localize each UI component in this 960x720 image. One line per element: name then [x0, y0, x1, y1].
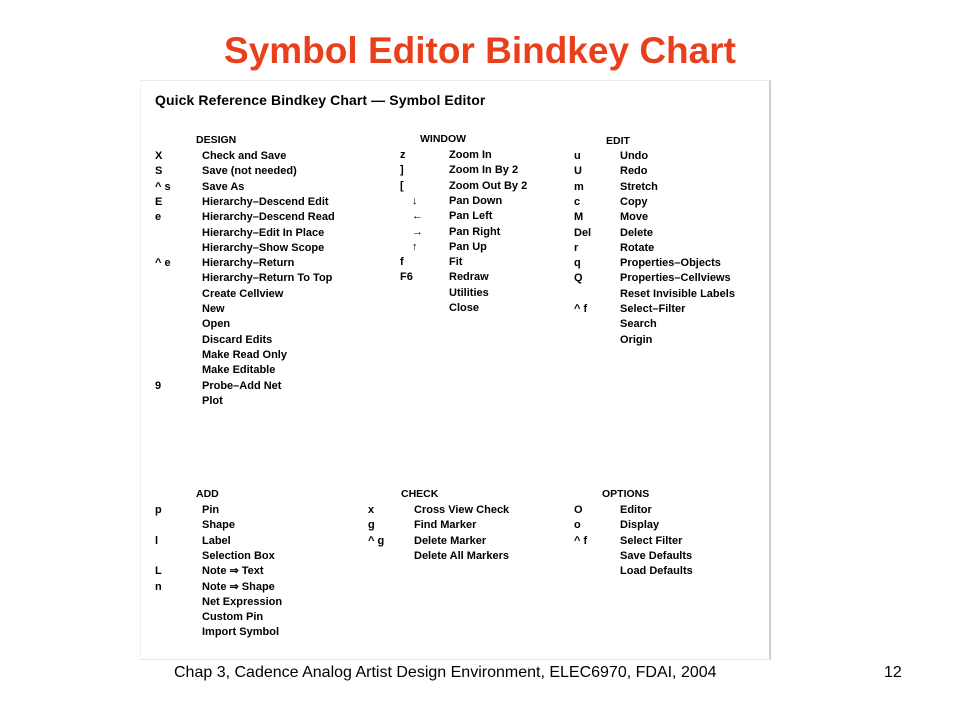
bindkey-row [155, 610, 355, 625]
bindkey-key: e [155, 211, 162, 224]
bindkey-key: F6 [400, 271, 413, 284]
bindkey-command: Display [620, 519, 660, 532]
bindkey-command: Redo [620, 165, 648, 178]
bindkey-row [400, 286, 600, 301]
bindkey-key: z [400, 149, 406, 161]
section-heading-edit: EDIT [606, 135, 630, 147]
bindkey-command: Stretch [620, 180, 658, 193]
bindkey-key: E [155, 195, 163, 208]
bindkey-row [155, 226, 355, 241]
bindkey-command: Properties–Objects [620, 257, 721, 270]
bindkey-key: [ [400, 179, 404, 192]
bindkey-command: Fit [449, 256, 463, 269]
bindkey-row [155, 317, 355, 332]
bindkey-key: 9 [155, 379, 162, 392]
bindkey-row [574, 241, 774, 256]
section-heading-add: ADD [196, 488, 219, 500]
chart-title: Quick Reference Bindkey Chart — Symbol Editor [155, 92, 486, 108]
bindkey-row [400, 270, 600, 285]
bindkey-row [155, 534, 355, 549]
bindkey-command: Delete All Markers [414, 549, 509, 562]
bindkey-command: Move [620, 211, 649, 224]
bindkey-command: Note ⇒ Shape [202, 580, 275, 593]
bindkey-command: Zoom Out By 2 [449, 179, 528, 192]
bindkey-command: Delete [620, 226, 654, 239]
bindkey-command: Redraw [449, 271, 489, 284]
bindkey-row [155, 180, 355, 195]
bindkey-command: Hierarchy–Return To Top [202, 272, 333, 285]
bindkey-key: ] [400, 164, 404, 177]
bindkey-key: X [155, 150, 163, 162]
bindkey-command: Plot [202, 394, 223, 407]
bindkey-key: q [574, 257, 581, 270]
bindkey-command: Editor [620, 504, 652, 516]
bindkey-row [155, 210, 355, 225]
bindkey-key: ^ s [155, 180, 171, 193]
bindkey-row [400, 255, 600, 270]
bindkey-command: Origin [620, 333, 653, 346]
bindkey-row [155, 394, 355, 409]
bindkey-key: ^ e [155, 257, 171, 270]
bindkey-row [574, 195, 774, 210]
bindkey-row [574, 317, 774, 332]
section-heading-design: DESIGN [196, 134, 237, 146]
bindkey-row [574, 564, 774, 579]
bindkey-row [574, 226, 774, 241]
bindkey-row [155, 518, 355, 533]
bindkey-key: p [155, 504, 162, 516]
bindkey-row [574, 518, 774, 533]
bindkey-command: New [202, 303, 225, 315]
section-heading-window: WINDOW [420, 133, 467, 145]
bindkey-command: Copy [620, 195, 648, 208]
bindkey-key: o [574, 519, 581, 532]
bindkey-row [155, 164, 355, 179]
bindkey-row [574, 149, 774, 164]
bindkey-row [574, 256, 774, 271]
bindkey-row [155, 302, 355, 317]
bindkey-row [155, 564, 355, 579]
bindkey-row [368, 549, 568, 564]
bindkey-command: Custom Pin [202, 611, 264, 624]
bindkey-key: f [400, 256, 404, 269]
bindkey-key: c [574, 195, 581, 208]
bindkey-key: ^ f [574, 534, 588, 547]
bindkey-command: Check and Save [202, 150, 287, 162]
bindkey-row [155, 271, 355, 286]
bindkey-command: Reset Invisible Labels [620, 287, 735, 300]
bindkey-row [574, 549, 774, 564]
bindkey-command: Select Filter [620, 534, 683, 547]
bindkey-row [155, 625, 355, 640]
bindkey-command: Make Editable [202, 364, 276, 377]
bindkey-row [574, 180, 774, 195]
bindkey-key: Q [574, 272, 583, 285]
bindkey-command: Net Expression [202, 595, 283, 608]
bindkey-key: n [155, 580, 162, 593]
bindkey-key: x [368, 504, 375, 516]
bindkey-row [574, 333, 774, 348]
bindkey-row [155, 241, 355, 256]
bindkey-key: O [574, 504, 583, 516]
bindkey-command: Hierarchy–Descend Edit [202, 195, 329, 208]
bindkey-command: Shape [202, 519, 236, 532]
slide-footer: Chap 3, Cadence Analog Artist Design Environment, ELEC6970, FDAI, 2004 [174, 664, 717, 681]
bindkey-command: Save As [202, 180, 245, 193]
bindkey-command: Zoom In By 2 [449, 164, 519, 177]
bindkey-command: Hierarchy–Descend Read [202, 211, 335, 224]
bindkey-row [155, 195, 355, 210]
bindkey-command: Undo [620, 150, 649, 162]
bindkey-row [574, 210, 774, 225]
bindkey-key: L [155, 565, 162, 578]
bindkey-command: Hierarchy–Edit In Place [202, 226, 325, 239]
bindkey-row [574, 302, 774, 317]
bindkey-command: Selection Box [202, 549, 275, 562]
bindkey-command: Close [449, 302, 479, 314]
bindkey-row [400, 163, 600, 178]
bindkey-row [400, 148, 600, 163]
bindkey-row [368, 534, 568, 549]
bindkey-key: u [574, 150, 581, 162]
bindkey-command: Note ⇒ Text [202, 565, 264, 578]
section-heading-check: CHECK [401, 488, 439, 500]
bindkey-key: ^ f [574, 303, 588, 315]
bindkey-row [574, 271, 774, 286]
bindkey-command: Find Marker [414, 519, 477, 532]
page-number: 12 [884, 664, 902, 681]
bindkey-row [400, 194, 600, 209]
section-heading-options: OPTIONS [602, 488, 650, 500]
bindkey-row [368, 503, 568, 518]
bindkey-command: Save Defaults [620, 549, 693, 562]
bindkey-row [155, 287, 355, 302]
bindkey-row [368, 518, 568, 533]
bindkey-command: Cross View Check [414, 504, 510, 516]
bindkey-row [155, 333, 355, 348]
bindkey-row [155, 256, 355, 271]
bindkey-key: U [574, 165, 582, 178]
bindkey-key: → [412, 225, 423, 238]
bindkey-row [400, 240, 600, 255]
bindkey-row [155, 363, 355, 378]
bindkey-row [400, 179, 600, 194]
bindkey-command: Delete Marker [414, 534, 487, 547]
bindkey-key: ← [412, 210, 423, 223]
bindkey-command: Discard Edits [202, 333, 273, 346]
bindkey-command: Label [202, 534, 231, 547]
bindkey-row [400, 225, 600, 240]
bindkey-key: l [155, 534, 159, 547]
bindkey-row [155, 149, 355, 164]
bindkey-key: m [574, 180, 584, 193]
bindkey-command: Open [202, 318, 231, 331]
bindkey-command: Utilities [449, 286, 489, 299]
bindkey-row [155, 595, 355, 610]
bindkey-row [574, 164, 774, 179]
bindkey-row [574, 534, 774, 549]
bindkey-row [155, 549, 355, 564]
bindkey-command: Pin [202, 504, 220, 516]
bindkey-command: Pan Up [449, 240, 487, 253]
bindkey-row [155, 348, 355, 363]
bindkey-command: Rotate [620, 241, 655, 254]
slide-title: Symbol Editor Bindkey Chart [224, 30, 736, 71]
bindkey-row [155, 580, 355, 595]
bindkey-key: M [574, 211, 584, 224]
bindkey-command: Hierarchy–Show Scope [202, 241, 325, 254]
bindkey-key: r [574, 241, 579, 254]
bindkey-command: Create Cellview [202, 287, 284, 300]
bindkey-key: ↓ [412, 194, 418, 207]
bindkey-key: ↑ [412, 240, 418, 253]
bindkey-command: Zoom In [449, 149, 492, 161]
bindkey-command: Probe–Add Net [202, 379, 282, 392]
bindkey-command: Search [620, 318, 657, 331]
bindkey-row [574, 287, 774, 302]
bindkey-command: Properties–Cellviews [620, 272, 731, 285]
bindkey-row [400, 301, 600, 316]
bindkey-key: ^ g [368, 534, 385, 547]
bindkey-command: Pan Left [449, 210, 493, 223]
bindkey-key: S [155, 165, 163, 178]
bindkey-row [574, 503, 774, 518]
bindkey-row [155, 379, 355, 394]
bindkey-command: Pan Right [449, 225, 501, 238]
bindkey-command: Load Defaults [620, 565, 693, 578]
bindkey-command: Pan Down [449, 194, 503, 207]
bindkey-row [400, 209, 600, 224]
bindkey-command: Make Read Only [202, 348, 287, 361]
bindkey-key: g [368, 519, 375, 532]
bindkey-key: Del [574, 226, 592, 239]
bindkey-row [155, 503, 355, 518]
bindkey-command: Hierarchy–Return [202, 257, 295, 270]
bindkey-command: Save (not needed) [202, 165, 297, 178]
bindkey-command: Import Symbol [202, 626, 280, 639]
bindkey-command: Select–Filter [620, 303, 686, 315]
